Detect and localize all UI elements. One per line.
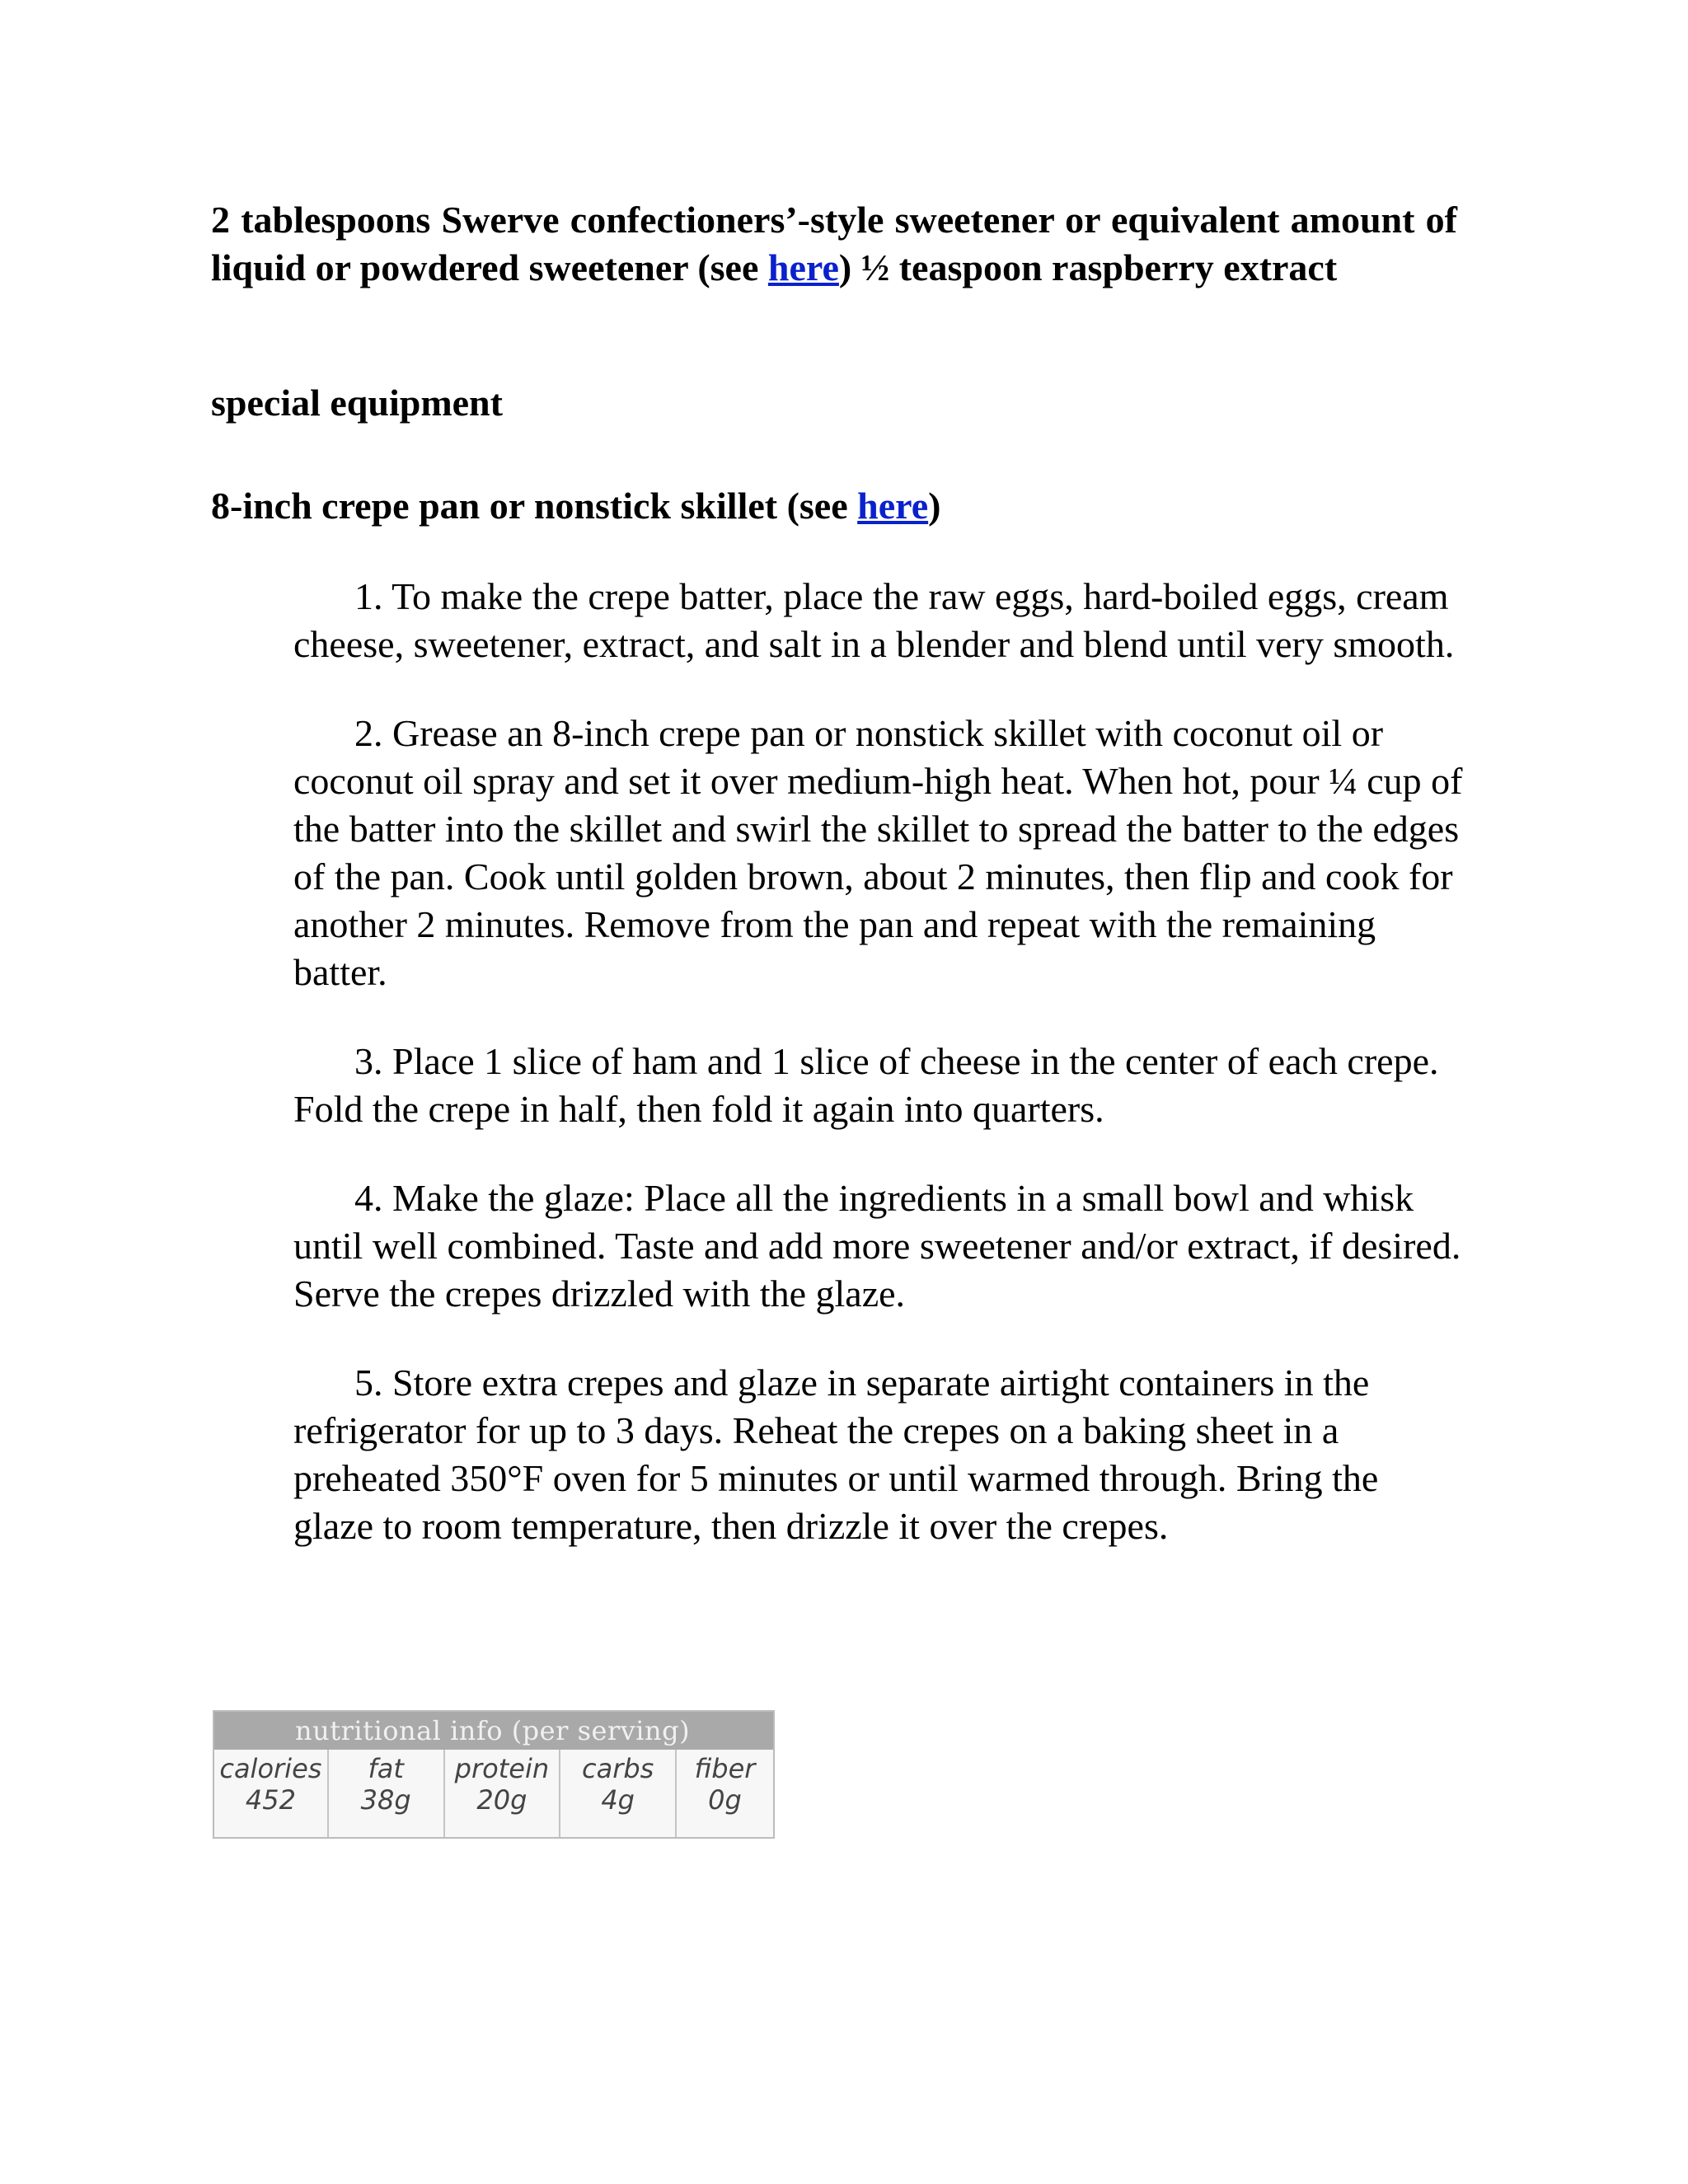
ingredient-text: 2 tablespoons Swerve confectioners’-style sweetener or equivalent amount of liquid or powdered sweetener (see — [211, 199, 1457, 288]
equipment-text: 8-inch crepe pan or nonstick skillet (see — [211, 485, 858, 527]
ingredient-text-continued: ) ½ teaspoon raspberry extract — [838, 246, 1338, 288]
nutrition-value: 4g — [601, 1784, 635, 1816]
step-5: 5. Store extra crepes and glaze in separate airtight containers in the refrigerator for up to 3 days. Reheat the crepes on a baking sheet in a preheated 350°F oven for 5 minutes or until warmed through. Bring the glaze to room temperature, then drizzle it over the crepes. — [293, 1361, 1379, 1547]
nutrition-value: 38g — [360, 1784, 411, 1816]
equipment-item — [211, 482, 1457, 530]
equipment-text-end: ) — [928, 485, 941, 527]
ingredient-here-link[interactable]: here — [767, 246, 839, 288]
special-equipment-heading: special equipment — [211, 382, 503, 424]
nutrition-value: 452 — [245, 1784, 296, 1816]
equipment-here-link[interactable]: here — [857, 485, 929, 527]
instruction-steps — [293, 573, 1464, 1591]
step-4: 4. Make the glaze: Place all the ingredients in a small bowl and whisk until well combined. Taste and add more sweetener and/or extract, if desired. Serve the crepes drizzled with the glaze. — [293, 1177, 1461, 1315]
nutrition-label: carbs — [581, 1753, 654, 1784]
nutrition-value: 0g — [708, 1784, 742, 1816]
nutrition-label: protein — [454, 1753, 550, 1784]
nutrition-carbs — [560, 1750, 677, 1837]
step-3: 3. Place 1 slice of ham and 1 slice of cheese in the center of each crepe. Fold the crepe in half, then fold it again into quarters. — [293, 1040, 1439, 1130]
nutrition-label: calories — [219, 1753, 322, 1784]
nutrition-fat — [329, 1750, 445, 1837]
nutrition-label: fat — [368, 1753, 404, 1784]
ingredient-line — [211, 196, 1457, 292]
nutrition-row — [214, 1750, 773, 1837]
nutrition-fiber — [677, 1750, 773, 1837]
nutrition-value: 20g — [476, 1784, 528, 1816]
nutrition-header: nutritional info (per serving) — [214, 1712, 773, 1750]
nutrition-calories — [214, 1750, 329, 1837]
nutrition-info-table — [213, 1710, 775, 1839]
step-2: 2. Grease an 8-inch crepe pan or nonstick skillet with coconut oil or coconut oil spray and set it over medium-high heat. When hot, pour ¼ cup of the batter into the skillet and swirl the skillet to spread the batter to the edges of the pan. Cook until golden brown, about 2 minutes, then flip and cook for another 2 minutes. Remove from the pan and repeat with the remaining batter. — [293, 712, 1463, 993]
step-1: 1. To make the crepe batter, place the raw eggs, hard-boiled eggs, cream cheese, sweetener, extract, and salt in a blender and blend until very smooth. — [293, 575, 1455, 665]
nutrition-label: fiber — [694, 1753, 756, 1784]
nutrition-protein — [445, 1750, 561, 1837]
